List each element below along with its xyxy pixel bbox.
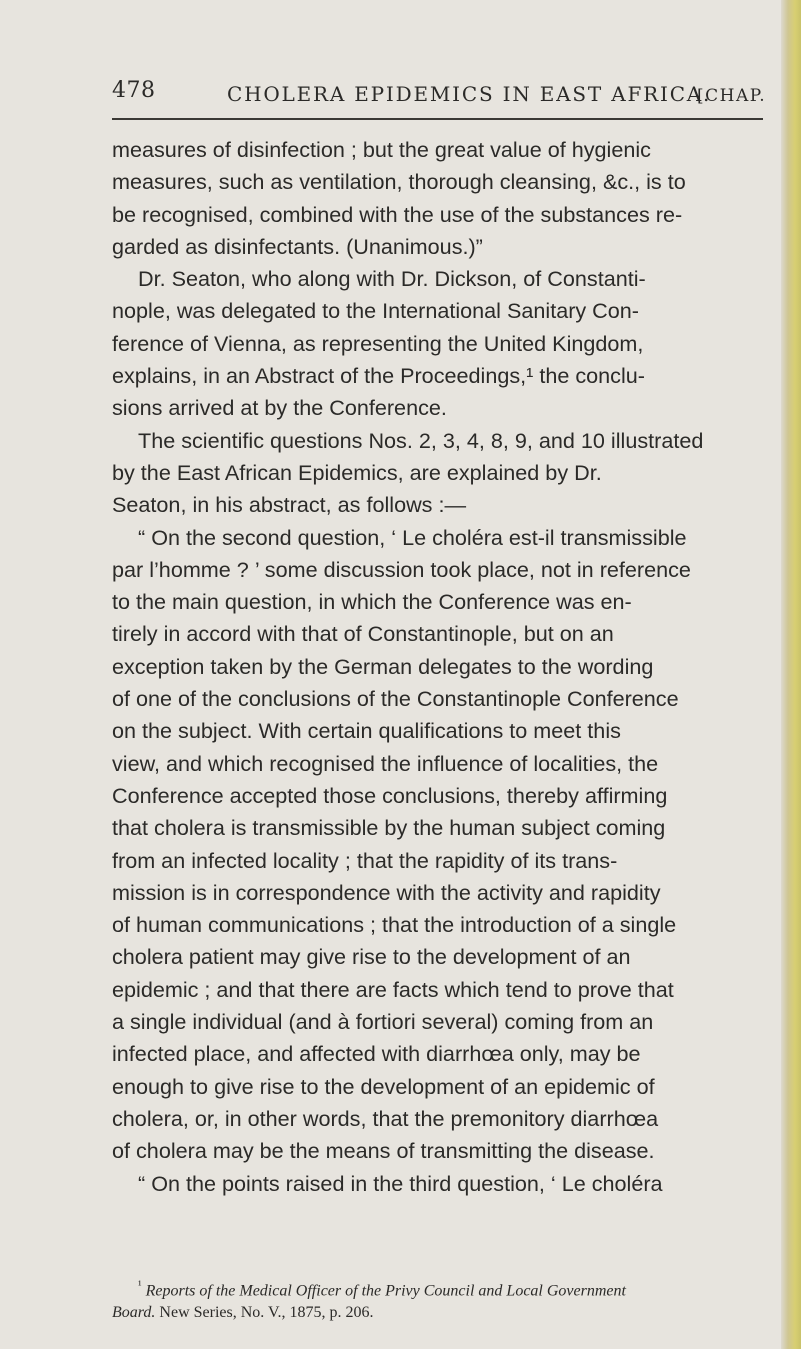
text-line: mission is in correspondence with the activity and rapidity xyxy=(112,879,661,905)
text-line: from an infected locality ; that the rapidity of its trans- xyxy=(112,847,618,873)
body-text xyxy=(112,134,736,1200)
text-line: enough to give rise to the development of an epidemic of xyxy=(112,1073,655,1099)
text-line: cholera patient may give rise to the development of an xyxy=(112,944,631,970)
text-line: “ On the points raised in the third question, ‘ Le choléra xyxy=(138,1170,663,1196)
text-line: measures, such as ventilation, thorough cleansing, &c., is to xyxy=(112,169,686,195)
text-line: on the subject. With certain qualifications to meet this xyxy=(112,718,621,744)
text-line: The scientific questions Nos. 2, 3, 4, 8, 9, and 10 illustrated xyxy=(138,427,704,453)
text-line: view, and which recognised the influence of localities, the xyxy=(112,750,659,776)
header-rule xyxy=(112,118,763,120)
text-line: measures of disinfection ; but the great value of hygienic xyxy=(112,137,651,162)
text-line: infected place, and affected with diarrhœa only, may be xyxy=(112,1041,641,1067)
text-line: par l’homme ? ’ some discussion took place, not in reference xyxy=(112,556,691,582)
text-line: garded as disinfectants. (Unanimous.)” xyxy=(112,233,483,259)
footnote-title: Reports of the Medical Officer of the Privy Council and Local Government xyxy=(145,1282,626,1300)
text-line: of human communications ; that the introduction of a single xyxy=(112,912,677,938)
running-head: CHOLERA EPIDEMICS IN EAST AFRICA. xyxy=(227,82,712,106)
footnote-marker: ¹ xyxy=(138,1278,142,1292)
text-line: Seaton, in his abstract, as follows :— xyxy=(112,492,467,518)
text-line: cholera, or, in other words, that the premonitory diarrhœa xyxy=(112,1105,659,1131)
text-line: exception taken by the German delegates to the wording xyxy=(112,653,654,679)
text-line: tirely in accord with that of Constantinople, but on an xyxy=(112,621,614,647)
text-line: be recognised, combined with the use of the substances re- xyxy=(112,201,683,227)
text-line: of one of the conclusions of the Constantinople Conference xyxy=(112,686,679,712)
footnote-citation: New Series, No. V., 1875, p. 206. xyxy=(159,1304,374,1322)
footnote-line xyxy=(112,1274,736,1302)
text-line: sions arrived at by the Conference. xyxy=(112,395,447,421)
text-line: “ On the second question, ‘ Le choléra est-il transmissible xyxy=(138,524,687,550)
page-header xyxy=(112,78,767,118)
text-line: that cholera is transmissible by the human subject coming xyxy=(112,815,666,841)
text-line: to the main question, in which the Conference was en- xyxy=(112,589,632,615)
binding-edge xyxy=(781,0,801,1349)
text-line: epidemic ; and that there are facts which tend to prove that xyxy=(112,976,674,1002)
text-line: by the East African Epidemics, are explained by Dr. xyxy=(112,459,602,485)
footnote-line xyxy=(112,1302,736,1324)
footnote xyxy=(112,1274,736,1324)
text-line: ference of Vienna, as representing the United Kingdom, xyxy=(112,330,644,356)
text-line: nople, was delegated to the International Sanitary Con- xyxy=(112,298,639,324)
page-number: 478 xyxy=(112,78,156,103)
text-line: a single individual (and à fortiori several) coming from an xyxy=(112,1009,654,1035)
text-line: Dr. Seaton, who along with Dr. Dickson, of Constanti- xyxy=(138,266,646,292)
text-line: Conference accepted those conclusions, thereby affirming xyxy=(112,782,668,808)
chapter-label: [CHAP. xyxy=(697,86,767,106)
text-line: explains, in an Abstract of the Proceedings,¹ the conclu- xyxy=(112,363,645,389)
text-line: of cholera may be the means of transmitting the disease. xyxy=(112,1138,655,1164)
footnote-board: Board. xyxy=(112,1304,156,1322)
